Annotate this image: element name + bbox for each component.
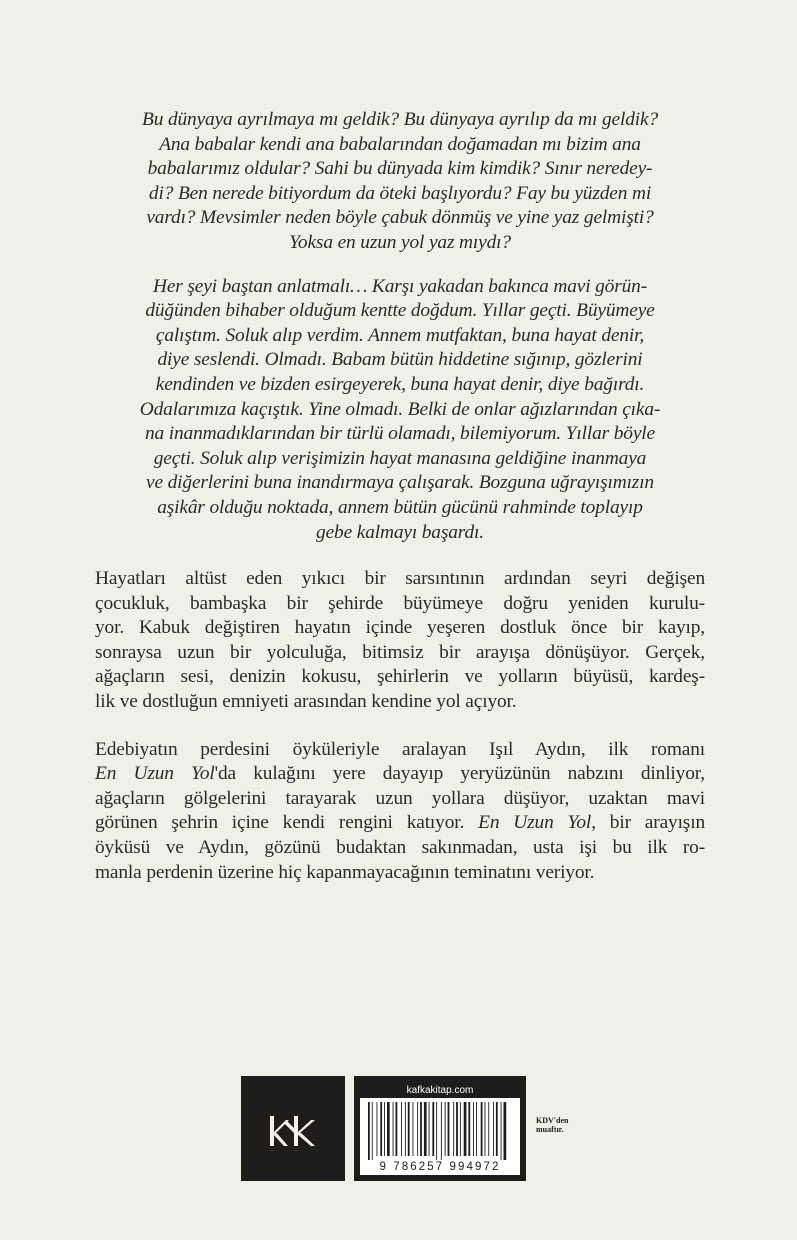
text-line: lik ve dostluğun emniyeti arasından kendine yol açıyor. xyxy=(95,691,517,713)
text-line: geçti. Soluk alıp verişimizin hayat manasına geldiğine inanmaya xyxy=(153,447,647,469)
text-fragment: görünen şehrin içine kendi rengini katıyor. xyxy=(95,812,479,834)
tax-exempt-note xyxy=(536,1116,596,1134)
barcode-bar xyxy=(384,1102,385,1156)
barcode-bar xyxy=(424,1102,427,1156)
tax-note-line: muaftır. xyxy=(536,1125,564,1134)
barcode-bar xyxy=(481,1102,483,1156)
text-line: na inanmadıklarından bir türlü olamadı, bilemiyorum. Yıllar böyle xyxy=(144,423,656,445)
text-line: di? Ben nerede bitiyordum da öteki başlıyordu? Fay bu yüzden mi xyxy=(148,182,652,204)
text-line: diye seslendi. Olmadı. Babam bütün hiddetine sığınıp, gözlerini xyxy=(157,349,643,371)
text-fragment: , bir arayışın xyxy=(591,812,705,834)
tax-note-line: KDV'den xyxy=(536,1116,569,1125)
barcode-bar xyxy=(504,1102,507,1160)
barcode-bar xyxy=(408,1102,410,1156)
italic-excerpt-2 xyxy=(95,275,705,546)
barcode-bar xyxy=(377,1102,378,1156)
text-line xyxy=(95,762,705,787)
text-line: Odalarımıza kaçıştık. Yine olmadı. Belki de onlar ağızlarından çıka- xyxy=(139,398,661,420)
barcode-bar xyxy=(473,1102,474,1156)
italic-excerpt-1 xyxy=(95,108,705,256)
text-fragment: 'da kulağını yere dayayıp yeryüzünün nabzını dinliyor, xyxy=(214,763,705,785)
text-line: Ana babalar kendi ana babalarından doğamadan mı bizim ana xyxy=(159,133,641,155)
text-line: Bu dünyaya ayrılmaya mı geldik? Bu dünyaya ayrılıp da mı geldik? xyxy=(142,109,658,130)
text-line: yor. Kabuk değiştiren hayatın içinde yeşeren dostluk önce bir kayıp, xyxy=(95,617,705,639)
barcode-bar xyxy=(405,1102,406,1156)
text-line: ve diğerlerini buna inandırmaya çalışarak. Bozguna uğrayışımızın xyxy=(146,472,654,494)
barcode-panel xyxy=(354,1076,526,1181)
barcode-bar xyxy=(429,1102,430,1156)
text-line: ağaçların sesi, denizin kokusu, şehirlerin ve yolların büyüsü, kardeş- xyxy=(95,666,705,688)
text-line: vardı? Mevsimler neden böyle çabuk dönmüş ve yine yaz gelmişti? xyxy=(146,207,654,229)
barcode-bar xyxy=(436,1102,437,1160)
barcode-bar xyxy=(464,1102,467,1156)
publisher-logo-icon xyxy=(241,1076,345,1181)
isbn-number: 9 786257 994972 xyxy=(379,1161,501,1173)
text-line: öyküsü ve Aydın, gözünü budaktan sakınmadan, usta işi bu ilk ro- xyxy=(95,837,705,859)
synopsis-paragraph xyxy=(95,567,705,715)
text-line: Her şeyi baştan anlatmalı… Karşı yakadan bakınca mavi görün- xyxy=(152,275,648,297)
book-title: En Uzun Yol xyxy=(95,763,215,785)
barcode-bar xyxy=(460,1102,461,1156)
barcode-bar xyxy=(401,1102,402,1156)
barcode-bar xyxy=(501,1102,502,1160)
text-line: aşikâr olduğu noktada, annem bütün gücünü rahminde toplayıp xyxy=(157,496,643,518)
barcode-bar xyxy=(396,1102,398,1156)
barcode-bar xyxy=(380,1102,382,1156)
text-line: çocukluk, bambaşka bir şehirde büyümeye doğru yeniden kurulu- xyxy=(95,592,705,614)
barcode-bar xyxy=(417,1102,418,1156)
barcode-bar xyxy=(456,1102,458,1156)
text-line: ağaçların gölgelerini tarayarak uzun yollara düşüyor, uzaktan mavi xyxy=(95,787,705,809)
author-paragraph xyxy=(95,738,705,886)
barcode-bar xyxy=(372,1102,373,1160)
barcode-bar xyxy=(448,1102,450,1156)
text-line: gebe kalmayı başardı. xyxy=(316,521,484,543)
text-line: sonraysa uzun bir yolculuğa, bitimsiz bir arayışa dönüşüyor. Gerçek, xyxy=(95,641,705,663)
website-url: kafkakitap.com xyxy=(406,1085,474,1096)
barcode-bar xyxy=(387,1102,390,1156)
barcode-bar xyxy=(368,1102,370,1160)
text-line: düğünden bihaber olduğum kentte doğdum. Yıllar geçti. Büyümeye xyxy=(145,300,655,322)
book-title: En Uzun Yol xyxy=(478,812,592,834)
barcode-bar xyxy=(441,1102,442,1160)
text-line: manla perdenin üzerine hiç kapanmayacağının teminatını veriyor. xyxy=(95,861,595,883)
text-line: çalıştım. Soluk alıp verdim. Annem mutfaktan, buna hayat denir, xyxy=(155,324,645,346)
barcode-bar xyxy=(445,1102,446,1156)
barcode-bar xyxy=(485,1102,486,1156)
text-line xyxy=(95,811,705,836)
barcode-bar xyxy=(420,1102,422,1156)
text-line: babalarımız oldular? Sahi bu dünyada kim kimdik? Sınır neredey- xyxy=(147,158,653,180)
barcode-bar xyxy=(488,1102,489,1156)
barcode-bars xyxy=(360,1098,520,1160)
barcode-bar xyxy=(393,1102,394,1156)
barcode-bar xyxy=(493,1102,494,1156)
text-line: kendinden ve bizden esirgeyerek, buna hayat denir, diye bağırdı. xyxy=(155,373,645,395)
text-line: Hayatları altüst eden yıkıcı bir sarsıntının ardından seyri değişen xyxy=(95,568,705,590)
back-cover-text xyxy=(95,108,705,885)
barcode-bar xyxy=(432,1102,434,1156)
barcode-bar xyxy=(413,1102,414,1156)
publisher-logo xyxy=(241,1076,345,1181)
barcode-bar xyxy=(476,1102,477,1156)
isbn-barcode xyxy=(360,1098,520,1175)
text-line: Yoksa en uzun yol yaz mıydı? xyxy=(289,231,511,253)
barcode-bar xyxy=(468,1102,470,1156)
text-line: Edebiyatın perdesini öyküleriyle aralayan Işıl Aydın, ilk romanı xyxy=(95,738,705,760)
barcode-bar xyxy=(496,1102,498,1156)
barcode-bar xyxy=(453,1102,454,1156)
